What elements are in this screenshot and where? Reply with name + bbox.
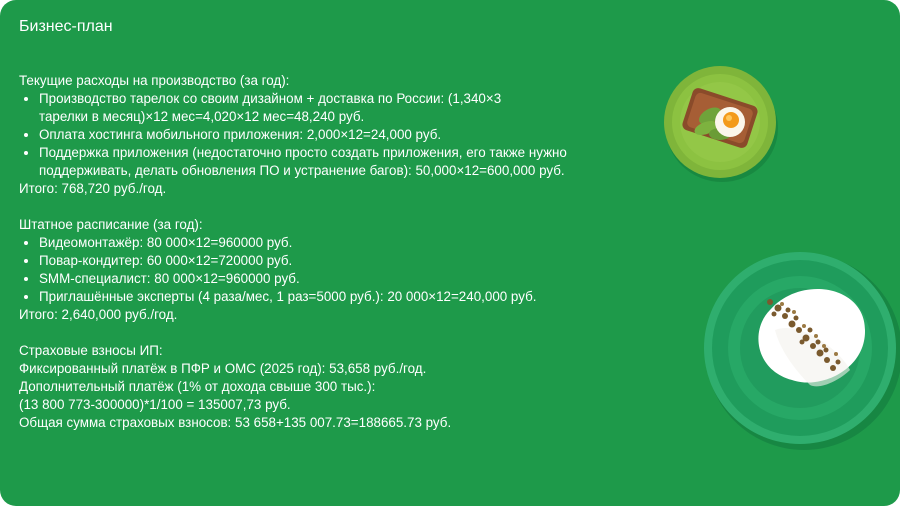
bullet-list <box>19 90 609 180</box>
list-item: • Производство тарелок со своим дизайном + доставка по России: (1,340×3 тарелки в месяц)×12 мес=4,020×12 мес=48,240 руб. <box>39 90 504 126</box>
text-line: Общая сумма страховых взносов: 53 658+135 007.73=188665.73 руб. <box>19 415 452 430</box>
plate-yogurt-image <box>700 250 900 450</box>
bullet-list <box>19 234 609 306</box>
plate-toast-image <box>662 58 780 186</box>
slide-content <box>19 72 609 432</box>
list-item: • Приглашённые эксперты (4 раза/мес, 1 раз=5000 руб.): 20 000×12=240,000 руб. <box>39 288 609 306</box>
section-total: Итого: 2,640,000 руб./год. <box>19 307 178 322</box>
section-heading: Текущие расходы на производство (за год): <box>19 73 290 88</box>
list-item: • Видеомонтажёр: 80 000×12=960000 руб. <box>39 234 609 252</box>
text-line: Фиксированный платёж в ПФР и ОМС (2025 год): 53,658 руб./год. <box>19 361 427 376</box>
list-item: • Оплата хостинга мобильного приложения: 2,000×12=24,000 руб. <box>39 126 609 144</box>
section-total: Итого: 768,720 руб./год. <box>19 181 167 196</box>
text-line: (13 800 773-300000)*1/100 = 135007,73 руб. <box>19 397 291 412</box>
production-costs-section <box>19 72 609 198</box>
section-heading: Страховые взносы ИП: <box>19 343 163 358</box>
list-item: • Поддержка приложения (недостаточно просто создать приложения, его также нужно поддерживать, делать обновления ПО и устранение багов): 50,000×12=600,000 руб. <box>39 144 584 180</box>
slide-title: Бизнес-план <box>19 18 113 35</box>
list-item: • Повар-кондитер: 60 000×12=720000 руб. <box>39 252 609 270</box>
text-line: Дополнительный платёж (1% от дохода свыше 300 тыс.): <box>19 379 376 394</box>
list-item: • SMM-специалист: 80 000×12=960000 руб. <box>39 270 609 288</box>
insurance-section <box>19 342 609 432</box>
staffing-section <box>19 216 609 324</box>
section-heading: Штатное расписание (за год): <box>19 217 203 232</box>
